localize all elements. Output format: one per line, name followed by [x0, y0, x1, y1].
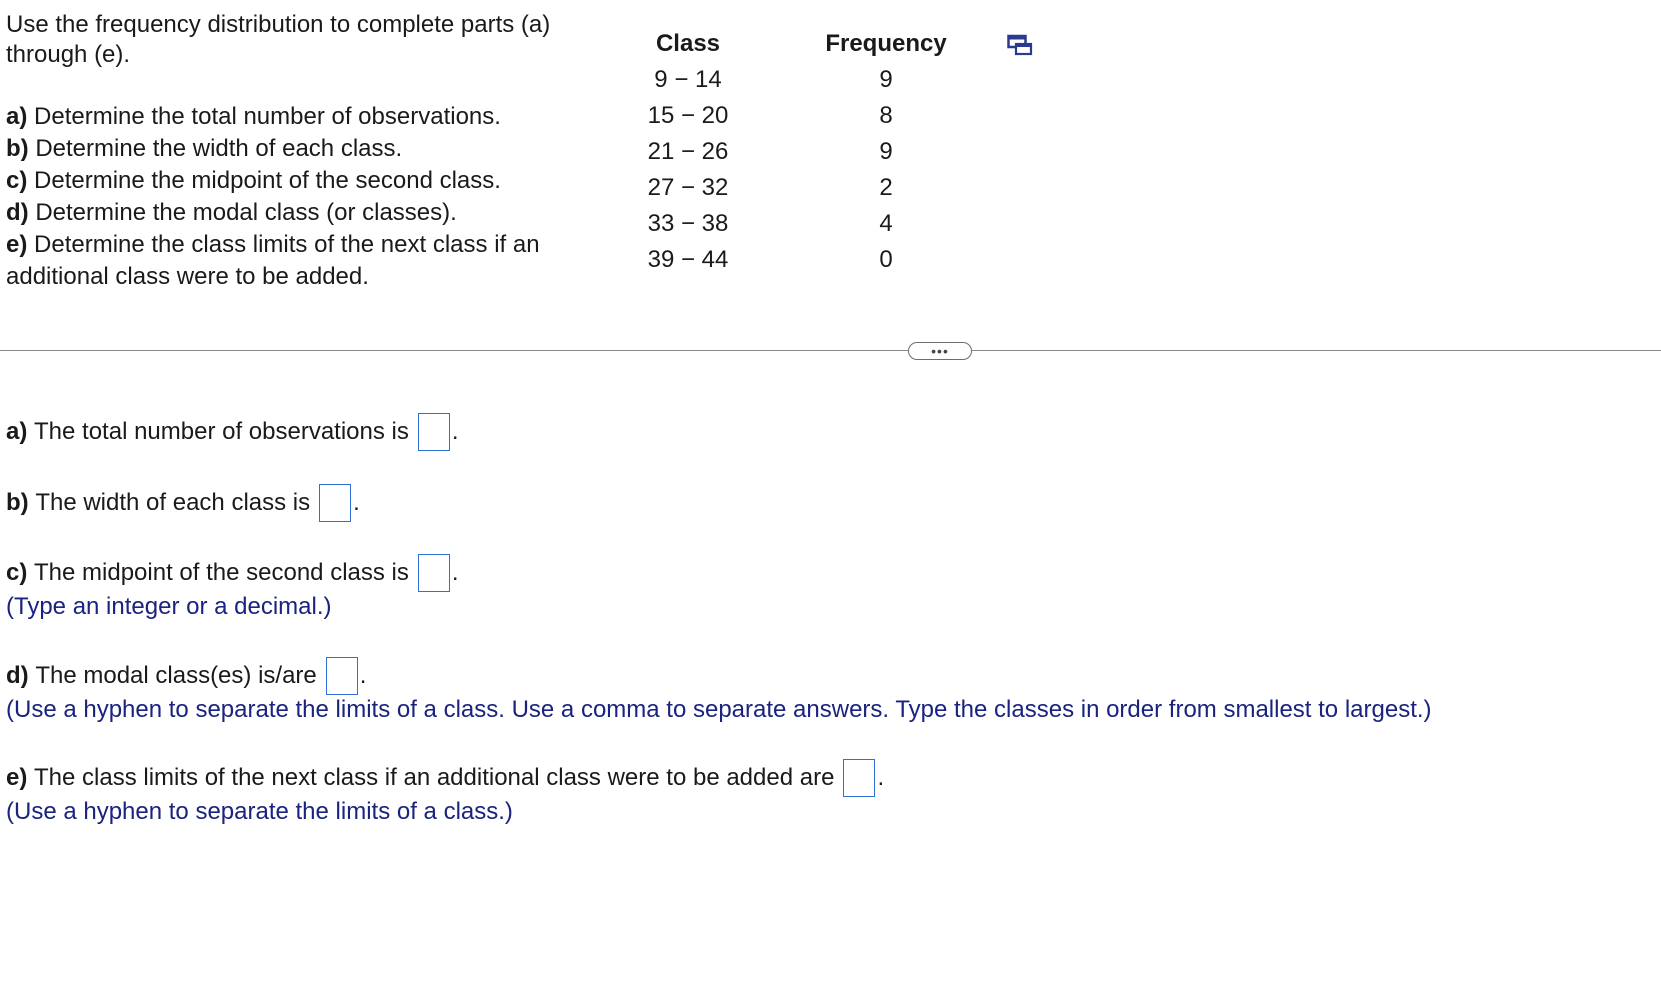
answer-c: c) The midpoint of the second class is . (Type an integer or a decimal.)	[6, 554, 459, 622]
class-cell: 39 − 44	[647, 246, 729, 273]
modal-class-input[interactable]	[326, 657, 358, 695]
answer-d: d) The modal class(es) is/are . (Use a hyphen to separate the limits of a class. Use a comma to separate answers. Type the classes in order from smallest to largest.)	[6, 657, 1432, 725]
next-class-limits-input[interactable]	[843, 759, 875, 797]
more-options-icon[interactable]: •••	[908, 342, 972, 360]
section-divider	[0, 350, 1661, 351]
header-frequency: Frequency	[825, 30, 947, 57]
table-row	[620, 134, 1016, 170]
hint-c: (Type an integer or a decimal.)	[6, 593, 332, 620]
frequency-table	[620, 26, 1016, 278]
question-prompt: Use the frequency distribution to complete parts (a) through (e).	[6, 11, 551, 68]
total-observations-input[interactable]	[418, 413, 450, 451]
midpoint-input[interactable]	[418, 554, 450, 592]
answer-a: a) The total number of observations is .	[6, 413, 459, 451]
table-row	[620, 242, 1016, 278]
question-parts	[6, 101, 606, 293]
hint-e: (Use a hyphen to separate the limits of a class.)	[6, 798, 513, 825]
answer-b: b) The width of each class is .	[6, 484, 360, 522]
answer-e: e) The class limits of the next class if an additional class were to be added are . (Use a hyphen to separate the limits of a class.)	[6, 759, 884, 827]
frequency-cell: 8	[879, 102, 893, 129]
table-row	[620, 62, 1016, 98]
table-row	[620, 170, 1016, 206]
frequency-cell: 9	[879, 138, 893, 165]
copy-data-icon[interactable]	[1007, 34, 1033, 56]
part-c: c) Determine the midpoint of the second class.	[6, 167, 501, 194]
hint-d: (Use a hyphen to separate the limits of a class. Use a comma to separate answers. Type the classes in order from smallest to largest.)	[6, 696, 1432, 723]
part-b: b) Determine the width of each class.	[6, 135, 403, 162]
frequency-cell: 4	[879, 210, 893, 237]
table-row	[620, 206, 1016, 242]
table-row	[620, 98, 1016, 134]
class-cell: 9 − 14	[654, 66, 722, 93]
class-cell: 27 − 32	[647, 174, 729, 201]
frequency-cell: 9	[879, 66, 893, 93]
class-cell: 33 − 38	[647, 210, 729, 237]
header-class: Class	[655, 30, 721, 57]
class-cell: 21 − 26	[647, 138, 729, 165]
part-a: a) Determine the total number of observations.	[6, 103, 501, 130]
class-width-input[interactable]	[319, 484, 351, 522]
part-d: d) Determine the modal class (or classes).	[6, 199, 457, 226]
frequency-cell: 2	[879, 174, 893, 201]
class-cell: 15 − 20	[647, 102, 729, 129]
frequency-cell: 0	[879, 246, 893, 273]
part-e: e) Determine the class limits of the next class if an additional class were to be added.	[6, 231, 540, 290]
